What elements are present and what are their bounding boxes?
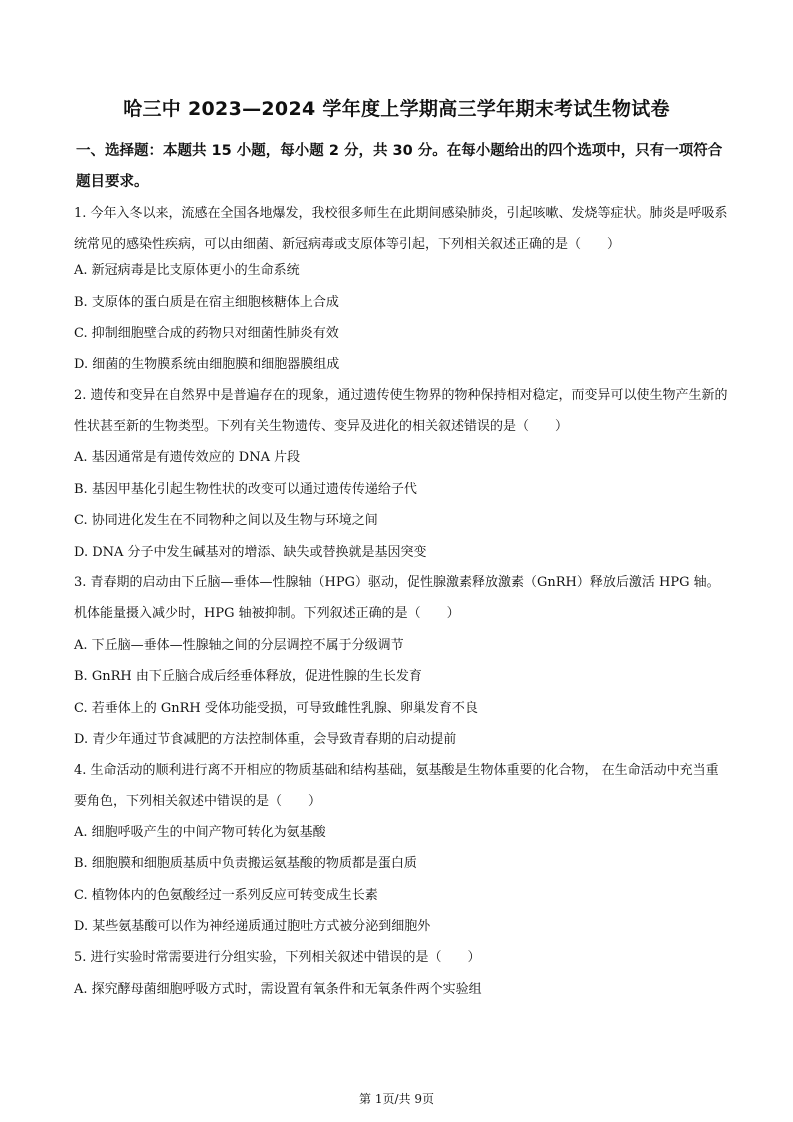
question-2-stem: 2. 遗传和变异在自然界中是普遍存在的现象，通过遗传使生物界的物种保持相对稳定，而变异可以使生物产生新的性状甚至新的生物类型。下列有关生物遗传、变异及进化的相关叙述错误的是（ ） (74, 388, 728, 434)
question-1-option-a: A. 新冠病毒是比支原体更小的生命系统 (74, 263, 300, 278)
question-3-option-c: C. 若垂体上的 GnRH 受体功能受损，可导致雌性乳腺、卵巢发育不良 (74, 701, 478, 716)
question-4-option-a: A. 细胞呼吸产生的中间产物可转化为氨基酸 (74, 825, 326, 840)
question-4-option-c: C. 植物体内的色氨酸经过一系列反应可转变成生长素 (74, 888, 378, 903)
question-2-option-d: D. DNA 分子中发生碱基对的增添、缺失或替换就是基因突变 (74, 545, 427, 560)
question-4-stem: 4. 生命活动的顺利进行离不开相应的物质基础和结构基础，氨基酸是生物体重要的化合物， 在生命活动中充当重要角色，下列相关叙述中错误的是（ ） (74, 763, 719, 809)
question-1-stem: 1. 今年入冬以来，流感在全国各地爆发，我校很多师生在此期间感染肺炎，引起咳嗽、发烧等症状。肺炎是呼吸系统常见的感染性疾病，可以由细菌、新冠病毒或支原体等引起，下列相关叙述正确的是（ ） (74, 206, 728, 252)
question-3-option-b: B. GnRH 由下丘脑合成后经垂体释放，促进性腺的生长发育 (74, 669, 422, 684)
question-4-option-d: D. 某些氨基酸可以作为神经递质通过胞吐方式被分泌到细胞外 (74, 919, 431, 934)
page-footer: 第 1页/共 9页 (359, 1092, 434, 1106)
question-5-option-a: A. 探究酵母菌细胞呼吸方式时，需设置有氧条件和无氧条件两个实验组 (74, 982, 482, 997)
question-2-option-a: A. 基因通常是有遗传效应的 DNA 片段 (74, 450, 301, 465)
question-3-stem: 3. 青春期的启动由下丘脑—垂体—性腺轴（HPG）驱动，促性腺激素释放激素（GnRH）释放后激活 HPG 轴。机体能量摄入减少时，HPG 轴被抑制。下列叙述正确的是（ ） (74, 575, 720, 621)
page-title: 哈三中 2023—2024 学年度上学期高三学年期末考试生物试卷 (123, 98, 670, 120)
question-2-option-c: C. 协同进化发生在不同物种之间以及生物与环境之间 (74, 513, 378, 528)
question-3-option-a: A. 下丘脑—垂体—性腺轴之间的分层调控不属于分级调节 (74, 638, 404, 653)
question-5-stem: 5. 进行实验时常需要进行分组实验，下列相关叙述中错误的是（ ） (74, 950, 481, 965)
question-2-option-b: B. 基因甲基化引起生物性状的改变可以通过遗传传递给子代 (74, 482, 417, 497)
question-4-option-b: B. 细胞膜和细胞质基质中负责搬运氨基酸的物质都是蛋白质 (74, 856, 417, 871)
section-heading: 一、选择题：本题共 15 小题，每小题 2 分，共 30 分。在每小题给出的四个选项中，只有一项符合题目要求。 (76, 143, 723, 190)
question-1-option-b: B. 支原体的蛋白质是在宿主细胞核糖体上合成 (74, 295, 339, 310)
question-1-option-d: D. 细菌的生物膜系统由细胞膜和细胞器膜组成 (74, 357, 340, 372)
question-1-option-c: C. 抑制细胞壁合成的药物只对细菌性肺炎有效 (74, 326, 339, 341)
question-3-option-d: D. 青少年通过节食减肥的方法控制体重，会导致青春期的启动提前 (74, 732, 457, 747)
